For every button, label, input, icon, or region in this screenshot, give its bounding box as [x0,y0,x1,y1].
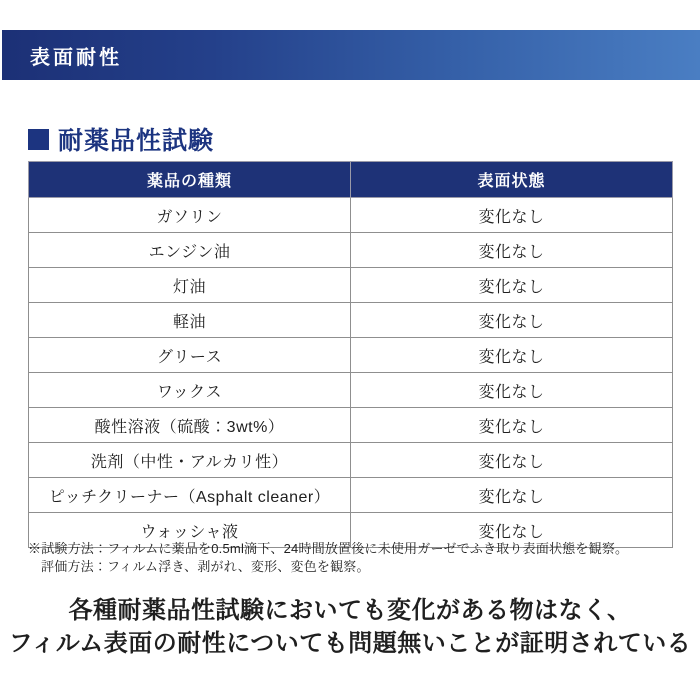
chemical-cell: 軽油 [29,303,351,338]
table-row [29,268,673,303]
chemical-cell: ワックス [29,373,351,408]
footnote [28,540,690,576]
result-cell: 変化なし [351,443,673,478]
table-row [29,478,673,513]
table-body [29,198,673,548]
footnote-test-method: ※試験方法：フィルムに薬品を0.5ml滴下、24時間放置後に未使用ガーゼでふき取り表面状態を観察。 [28,541,629,556]
conclusion-line-1: 各種耐薬品性試験においても変化がある物はなく、 [68,597,632,624]
heading-square-icon [28,129,49,150]
table-row [29,303,673,338]
chemical-cell: ウォッシャ液 [29,513,351,548]
result-cell: 変化なし [351,338,673,373]
column-header-surface: 表面状態 [351,162,673,198]
section-banner [2,30,700,80]
section-heading [28,121,214,157]
chemical-cell: 酸性溶液（硫酸：3wt%） [29,408,351,443]
table-header [29,162,673,198]
result-cell: 変化なし [351,198,673,233]
result-cell: 変化なし [351,268,673,303]
conclusion-line-2: フィルム表面の耐性についても問題無いことが証明されている [8,630,692,657]
chemical-cell: 洗剤（中性・アルカリ性） [29,443,351,478]
table-row [29,443,673,478]
result-cell: 変化なし [351,408,673,443]
chemical-cell: グリース [29,338,351,373]
table-row [29,198,673,233]
result-cell: 変化なし [351,303,673,338]
table-header-row [29,162,673,198]
table-row [29,233,673,268]
banner-title: 表面耐性 [30,46,122,69]
table-row [29,408,673,443]
table-row [29,373,673,408]
footnote-evaluation-method: 評価方法：フィルム浮き、剥がれ、変形、変色を観察。 [41,559,370,574]
result-cell: 変化なし [351,373,673,408]
column-header-chemical: 薬品の種類 [29,162,351,198]
table-row [29,338,673,373]
result-cell: 変化なし [351,513,673,548]
chemical-resistance-table [28,161,673,548]
chemical-cell: ピッチクリーナー（Asphalt cleaner） [29,478,351,513]
chemical-cell: エンジン油 [29,233,351,268]
chemical-cell: ガソリン [29,198,351,233]
section-heading-label: 耐薬品性試験 [58,127,215,155]
result-cell: 変化なし [351,478,673,513]
result-cell: 変化なし [351,233,673,268]
conclusion-text [0,594,700,660]
chemical-cell: 灯油 [29,268,351,303]
